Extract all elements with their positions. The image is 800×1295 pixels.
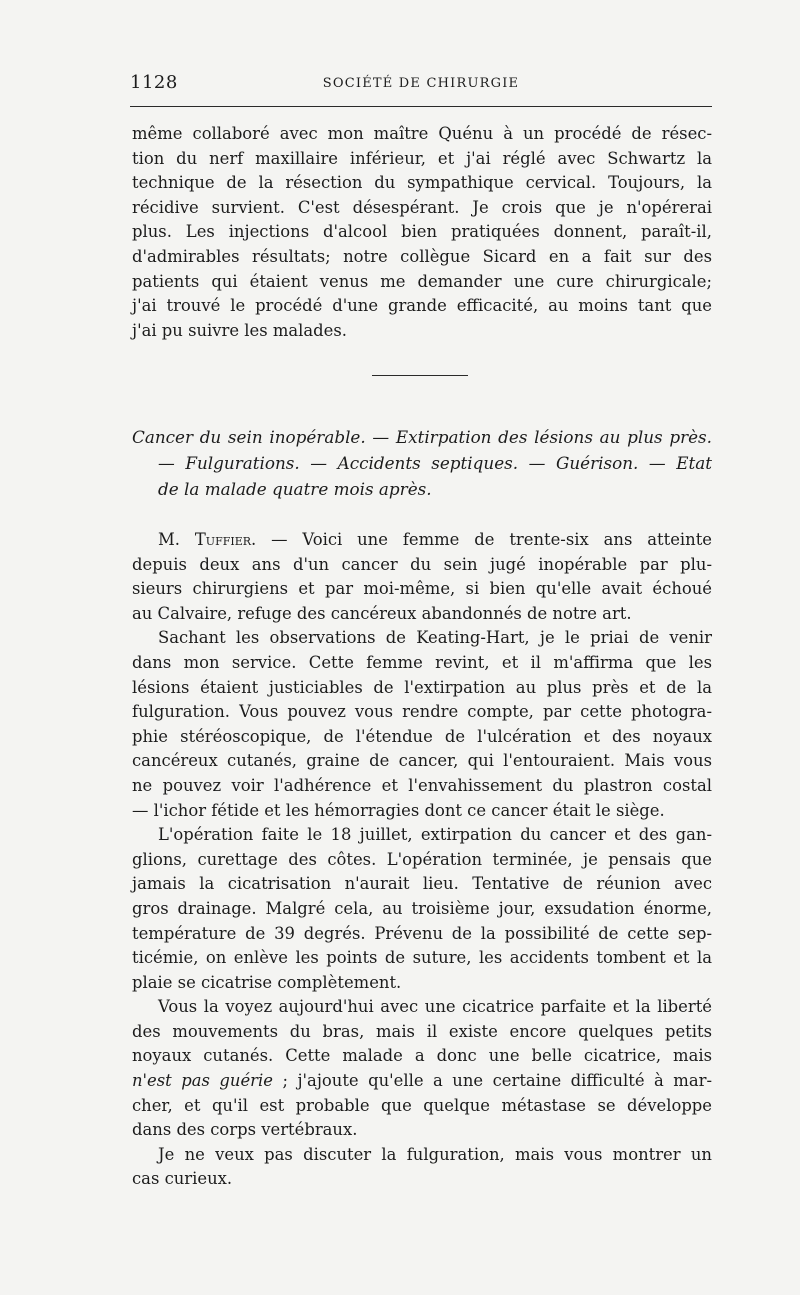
text-line: dans mon service. Cette femme revint, et il m'affirma que les — [132, 652, 712, 672]
text-line: même collaboré avec mon maître Quénu à un procédé de résec- — [132, 124, 712, 143]
text-line: technique de la résection du sympathique cervical. Toujours, la — [132, 173, 712, 193]
text-line — [132, 1069, 712, 1094]
text-line: patients qui étaient venus me demander une cure chirurgicale; — [132, 271, 712, 291]
section-separator — [372, 375, 468, 376]
text-line: lésions étaient justiciables de l'extirpation au plus près et de la — [132, 677, 712, 697]
text-line: phie stéréoscopique, de l'étendue de l'ulcération et des noyaux — [132, 726, 712, 746]
text-line: plus. Les injections d'alcool bien pratiquées donnent, paraît-il, — [132, 222, 712, 242]
section-title — [132, 424, 712, 502]
text-line: cas curieux. — [132, 1169, 233, 1189]
continuation-paragraph — [132, 122, 712, 343]
text-line: ne pouvez voir l'adhérence et l'envahissement du plastron costal — [132, 775, 712, 795]
text-line: gros drainage. Malgré cela, au troisième jour, exsudation énorme, — [132, 898, 712, 918]
title-line: Cancer du sein inopérable. — Extirpation des lésions au plus près. — [132, 427, 712, 447]
text-line: récidive survient. C'est désespérant. Je crois que je n'opérerai — [132, 197, 712, 217]
text-line: — l'ichor fétide et les hémorragies dont ce cancer était le siège. — [132, 800, 665, 820]
text-line: Vous la voyez aujourd'hui avec une cicatrice parfaite et la liberté — [158, 997, 712, 1017]
text-line: plaie se cicatrise complètement. — [132, 972, 402, 992]
text-line: température de 39 degrés. Prévenu de la possibilité de cette sep- — [132, 923, 712, 943]
text-line: cancéreux cutanés, graine de cancer, qui l'entouraient. Mais vous — [132, 751, 712, 771]
text-line: noyaux cutanés. Cette malade a donc une belle cicatrice, mais — [132, 1046, 712, 1066]
text-line: au Calvaire, refuge des cancéreux abandonnés de notre art. — [132, 603, 632, 623]
text-line: cher, et qu'il est probable que quelque métastase se développe — [132, 1095, 712, 1115]
text-fragment: — Voici une femme de trente-six ans atteinte — [256, 530, 712, 549]
title-line: de la malade quatre mois après. — [158, 479, 432, 499]
text-line: Sachant les observations de Keating-Hart, je le priai de venir — [158, 628, 712, 648]
title-line: — Fulgurations. — Accidents septiques. — Guérison. — Etat — [158, 453, 712, 473]
text-line: jamais la cicatrisation n'aurait lieu. Tentative de réunion avec — [132, 874, 712, 894]
text-line: Je ne veux pas discuter la fulguration, mais vous montrer un — [158, 1144, 712, 1164]
text-fragment: ; j'ajoute qu'elle a une certaine difficulté à mar- — [272, 1071, 712, 1091]
text-line: j'ai pu suivre les malades. — [132, 320, 347, 340]
text-line — [132, 528, 712, 553]
body-text — [132, 528, 712, 1192]
text-line: j'ai trouvé le procédé d'une grande efficacité, au moins tant que — [132, 296, 712, 316]
header-rule — [130, 106, 712, 107]
text-line: depuis deux ans d'un cancer du sein jugé inopérable par plu- — [132, 554, 712, 574]
text-line: L'opération faite le 18 juillet, extirpation du cancer et des gan- — [158, 825, 712, 845]
text-line: sieurs chirurgiens et par moi-même, si bien qu'elle avait échoué — [132, 579, 712, 599]
text-line: d'admirables résultats; notre collègue Sicard en a fait sur des — [132, 246, 712, 266]
text-line: glions, curettage des côtes. L'opération terminée, je pensais que — [132, 849, 712, 869]
text-line: dans des corps vertébraux. — [132, 1120, 358, 1140]
running-title: SOCIÉTÉ DE CHIRURGIE — [322, 76, 520, 91]
speaker-name: M. Tuffier. — [158, 530, 257, 549]
text-line: ticémie, on enlève les points de suture, les accidents tombent et la — [132, 948, 712, 968]
page-header — [130, 72, 712, 96]
page-number: 1128 — [130, 72, 178, 93]
text-line: tion du nerf maxillaire inférieur, et j'ai réglé avec Schwartz la — [132, 148, 712, 168]
text-line: des mouvements du bras, mais il existe encore quelques petits — [132, 1021, 712, 1041]
text-line: fulguration. Vous pouvez vous rendre compte, par cette photogra- — [132, 702, 712, 722]
italic-phrase: n'est pas guérie — [132, 1071, 273, 1091]
